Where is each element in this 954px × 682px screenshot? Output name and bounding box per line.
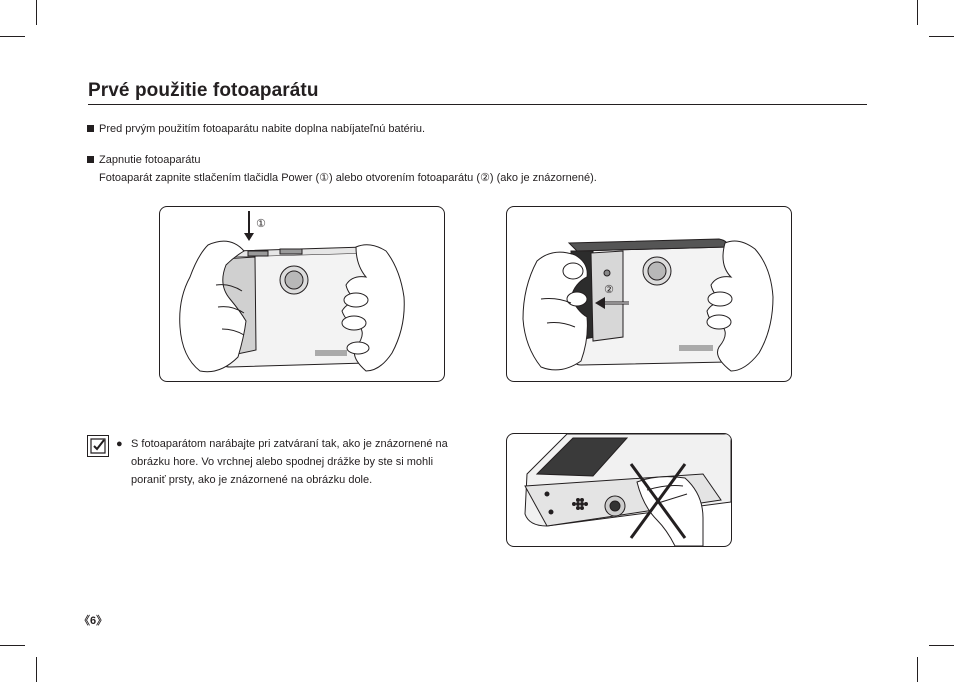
figure-label-2: ②	[604, 284, 614, 296]
crop-mark	[36, 657, 37, 682]
intro-bullet-2	[87, 154, 201, 166]
camera-open-illustration	[507, 207, 791, 381]
title-rule	[88, 104, 867, 105]
crop-mark	[929, 645, 954, 646]
intro-bullet-1	[87, 123, 425, 135]
square-bullet-icon	[87, 156, 94, 163]
crop-mark	[929, 36, 954, 37]
square-bullet-icon	[87, 125, 94, 132]
crop-mark	[917, 0, 918, 25]
note-text: S fotoaparátom narábajte pri zatváraní tak, ako je znázornené na obrázku hore. Vo vrchnej alebo spodnej drážke by ste si mohli poraniť prsty, ako je znázornené na obrázku dole.	[131, 438, 448, 486]
page-title: Prvé použitie fotoaparátu	[88, 80, 319, 101]
camera-underside-illustration	[507, 434, 731, 546]
checkmark-note-icon	[87, 435, 109, 457]
crop-mark	[36, 0, 37, 25]
intro-bullet-1-text: Pred prvým použitím fotoaparátu nabite doplna nabíjateľnú batériu.	[99, 123, 426, 135]
crop-mark	[0, 36, 25, 37]
intro-bullet-2-title: Zapnutie fotoaparátu	[99, 154, 201, 166]
round-bullet-icon: ●	[116, 438, 123, 450]
intro-bullet-2-body: Fotoaparát zapnite stlačením tlačidla Power (①) alebo otvorením fotoaparátu (②) (ako je znázornené).	[99, 172, 597, 184]
figure-power-button	[159, 206, 445, 382]
arrow-down-icon	[244, 211, 254, 241]
note-block	[118, 435, 468, 489]
page-number: 《6》	[79, 615, 108, 627]
figure-wrong-handling	[506, 433, 732, 547]
crop-mark	[0, 645, 25, 646]
figure-label-1: ①	[256, 218, 266, 230]
figure-open-camera	[506, 206, 792, 382]
crop-mark	[917, 657, 918, 682]
camera-power-illustration	[160, 207, 444, 381]
